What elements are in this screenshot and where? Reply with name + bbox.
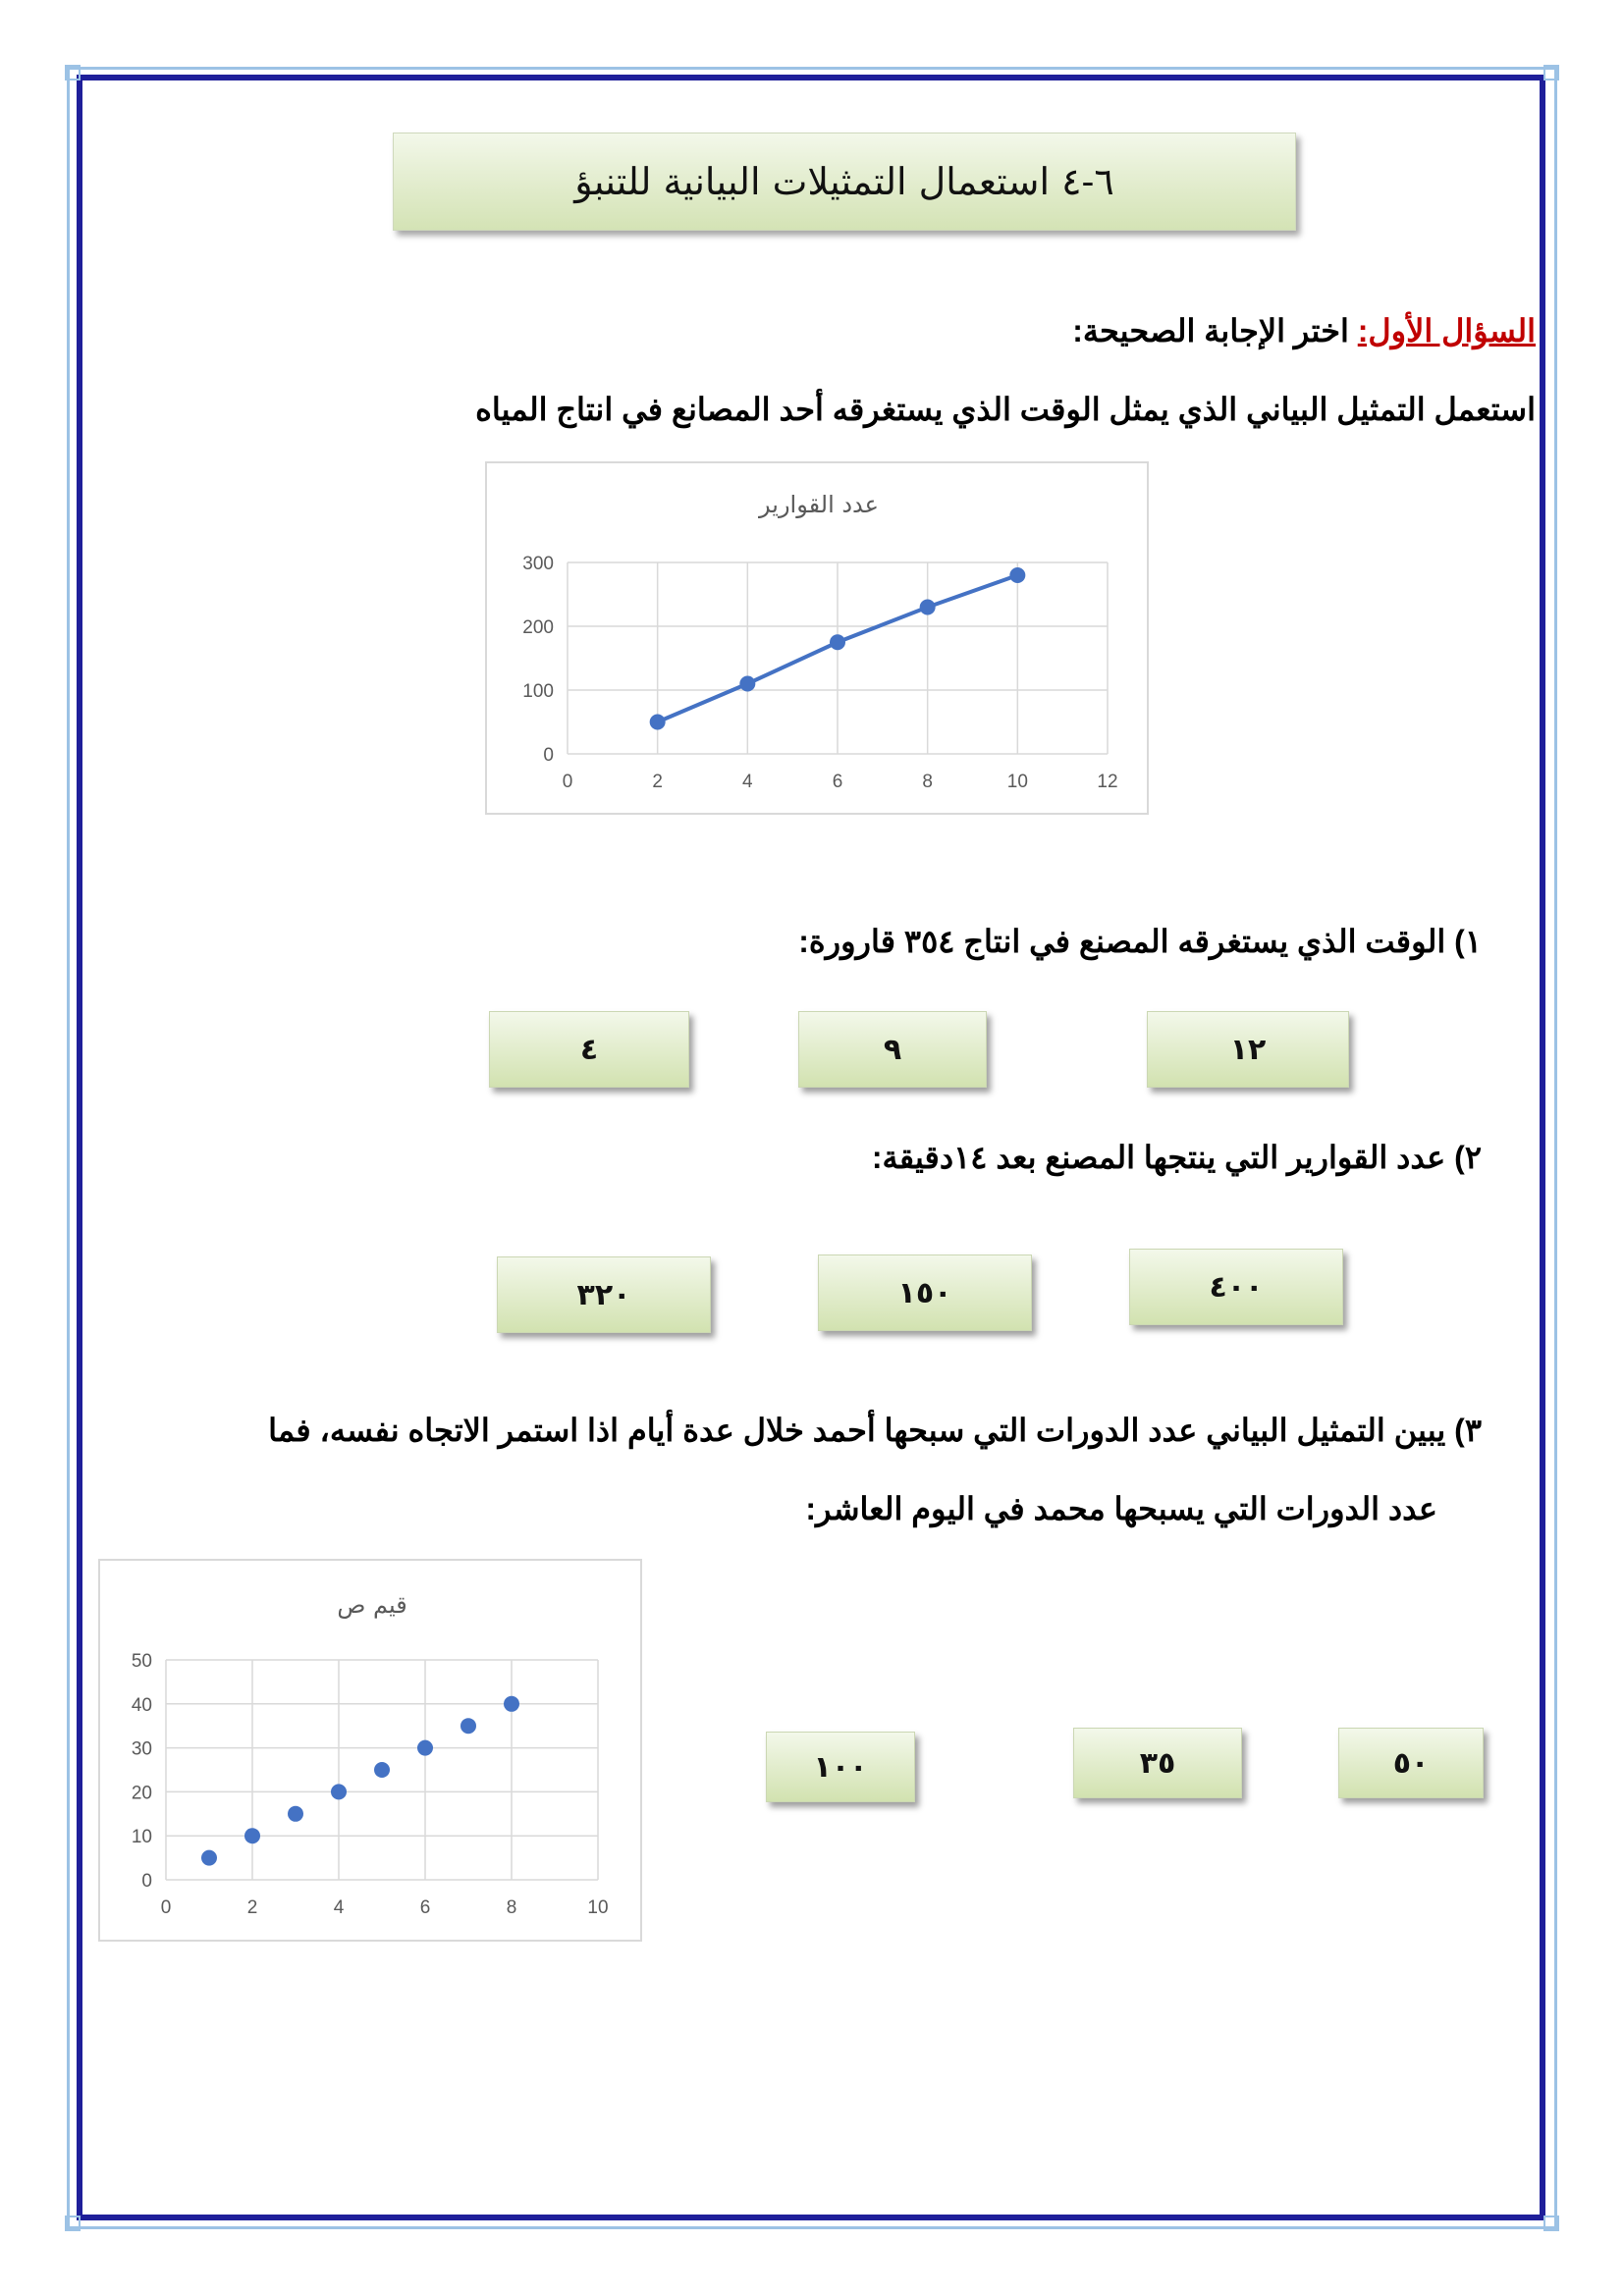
item3-option-2[interactable]	[1073, 1728, 1242, 1798]
x-tick-label: 4	[333, 1897, 345, 1918]
item1-option-1[interactable]	[1147, 1011, 1349, 1088]
x-tick-label: 6	[832, 772, 843, 792]
y-tick-label: 200	[522, 617, 554, 638]
data-point	[739, 676, 755, 692]
x-tick-label: 4	[742, 772, 753, 792]
item3-option-3[interactable]	[766, 1732, 915, 1802]
chart-values	[98, 1559, 642, 1942]
option-label: ٤٠٠	[1209, 1269, 1264, 1305]
option-label: ١٥٠	[897, 1275, 952, 1310]
data-point	[830, 634, 845, 650]
y-tick-label: 50	[131, 1651, 152, 1672]
x-tick-label: 6	[419, 1897, 431, 1918]
data-point	[288, 1806, 303, 1822]
chart-values-svg	[100, 1561, 644, 1944]
question1-label: السؤال الأول:	[1357, 313, 1536, 348]
y-tick-label: 20	[131, 1783, 152, 1804]
data-point	[201, 1850, 217, 1866]
item2-option-1[interactable]	[1129, 1249, 1343, 1325]
item2-option-3[interactable]	[497, 1256, 711, 1333]
corner-ornament	[1543, 65, 1559, 80]
page-title: ٦-٤ استعمال التمثيلات البيانية للتنبؤ	[574, 160, 1114, 203]
data-point	[504, 1696, 519, 1712]
chart-title: عدد القوارير	[759, 491, 879, 518]
option-label: ٣٥	[1139, 1745, 1176, 1781]
item3-option-1[interactable]	[1338, 1728, 1484, 1798]
x-tick-label: 8	[506, 1897, 517, 1918]
item2-option-2[interactable]	[818, 1255, 1032, 1331]
x-tick-label: 10	[1006, 772, 1028, 792]
item3-text-line1: ٣) يبين التمثيل البياني عدد الدورات التي سبحها أحمد خلال عدة أيام اذا استمر الاتجاه نفسه، فما	[268, 1413, 1482, 1448]
y-tick-label: 10	[131, 1827, 152, 1848]
chart-title: قيم ص	[337, 1591, 407, 1619]
option-label: ١٢	[1229, 1032, 1267, 1067]
item1-option-2[interactable]	[798, 1011, 987, 1088]
y-tick-label: 40	[131, 1694, 152, 1716]
option-label: ٩	[883, 1032, 902, 1067]
x-tick-label: 0	[160, 1897, 172, 1918]
item2-text: ٢) عدد القوارير التي ينتجها المصنع بعد ١٤دقيقة:	[871, 1140, 1482, 1175]
title-banner	[393, 133, 1296, 231]
option-label: ٤	[579, 1032, 599, 1067]
chart-bottles-svg	[487, 463, 1151, 817]
item1-option-3[interactable]	[489, 1011, 689, 1088]
question1-instruction: اختر الإجابة الصحيحة:	[1072, 313, 1349, 348]
x-tick-label: 2	[246, 1897, 258, 1918]
corner-ornament	[65, 65, 81, 80]
option-label: ١٠٠	[813, 1749, 868, 1785]
item1-text: ١) الوقت الذي يستغرقه المصنع في انتاج ٣٥٤ قارورة:	[798, 924, 1482, 959]
data-point	[244, 1828, 260, 1843]
y-tick-label: 100	[522, 681, 554, 702]
option-label: ٥٠	[1392, 1745, 1430, 1781]
x-tick-label: 12	[1097, 772, 1118, 792]
data-point	[650, 715, 666, 730]
y-tick-label: 30	[131, 1738, 152, 1760]
y-tick-label: 0	[141, 1871, 152, 1892]
x-tick-label: 8	[922, 772, 933, 792]
question1-header	[1072, 312, 1536, 349]
x-tick-label: 10	[587, 1897, 609, 1918]
x-tick-label: 2	[652, 772, 663, 792]
option-label: ٣٢٠	[576, 1277, 631, 1312]
corner-ornament	[65, 2216, 81, 2231]
y-tick-label: 300	[522, 554, 554, 574]
data-point	[460, 1718, 476, 1734]
data-point	[417, 1740, 433, 1756]
data-point	[374, 1762, 390, 1778]
item3-text-line2: عدد الدورات التي يسبحها محمد في اليوم العاشر:	[805, 1491, 1437, 1526]
data-point	[1009, 567, 1025, 583]
corner-ornament	[1543, 2216, 1559, 2231]
x-tick-label: 0	[562, 772, 573, 792]
data-point	[331, 1784, 347, 1799]
chart-bottles	[485, 461, 1149, 815]
question1-prompt: استعمل التمثيل البياني الذي يمثل الوقت الذي يستغرقه أحد المصانع في انتاج المياه	[475, 392, 1536, 427]
y-tick-label: 0	[543, 745, 554, 766]
data-point	[920, 600, 936, 615]
